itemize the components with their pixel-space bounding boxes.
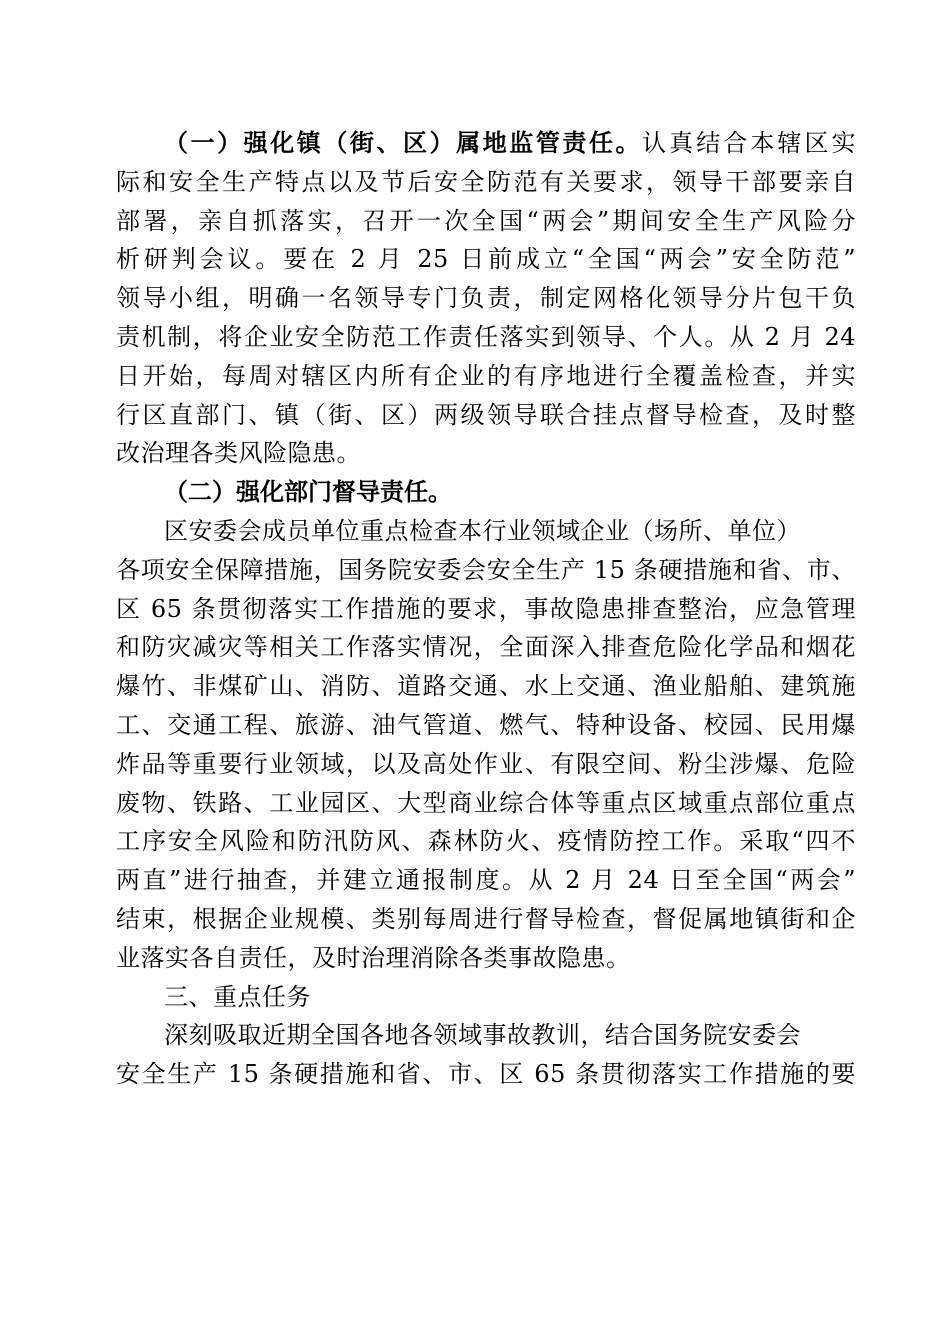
section1-heading: （一）强化镇（街、区）属地监管责任。 bbox=[164, 129, 643, 157]
section2-line-3: 和防灾减灾等相关工作落实情况，全面深入排查危险化学品和烟花 bbox=[116, 633, 856, 662]
document-page bbox=[116, 124, 856, 1094]
section2-line-2: 区 65 条贯彻落实工作措施的要求，事故隐患排查整治，应急管理 bbox=[116, 594, 856, 623]
section2-line-7: 废物、铁路、工业园区、大型商业综合体等重点区域重点部位重点 bbox=[116, 788, 856, 817]
section2-line-0: 区安委会成员单位重点检查本行业领域企业（场所、单位） bbox=[164, 516, 801, 545]
section1-line-8: 改治理各类风险隐患。 bbox=[116, 439, 361, 468]
section1-line-1: 际和安全生产特点以及节后安全防范有关要求，领导干部要亲自 bbox=[116, 167, 856, 196]
section1-line-7: 行区直部门、镇（街、区）两级领导联合挂点督导检查，及时整 bbox=[116, 400, 856, 429]
section2-line-1: 各项安全保障措施，国务院安委会安全生产 15 条硬措施和省、市、 bbox=[116, 555, 856, 584]
section2-line-6: 炸品等重要行业领域，以及高处作业、有限空间、粉尘涉爆、危险 bbox=[116, 749, 856, 778]
section2-line-5: 工、交通工程、旅游、油气管道、燃气、特种设备、校园、民用爆 bbox=[116, 710, 856, 739]
section2-heading: （二）强化部门督导责任。 bbox=[164, 478, 452, 507]
section1-line-3: 析研判会议。要在 2 月 25 日前成立“全国“两会”安全防范” bbox=[116, 245, 856, 274]
section2-line-10: 结束，根据企业规模、类别每周进行督导检查，督促属地镇街和企 bbox=[116, 904, 856, 933]
section2-line-4: 爆竹、非煤矿山、消防、道路交通、水上交通、渔业船舶、建筑施 bbox=[116, 672, 856, 701]
section3-line-1: 安全生产 15 条硬措施和省、市、区 65 条贯彻落实工作措施的要 bbox=[116, 1060, 856, 1089]
section1-first-line bbox=[116, 124, 856, 163]
section1-line-6: 日开始，每周对辖区内所有企业的有序地进行全覆盖检查，并实 bbox=[116, 361, 856, 390]
section1-line-4: 领导小组，明确一名领导专门负责，制定网格化领导分片包干负 bbox=[116, 284, 856, 313]
section3-line-0: 深刻吸取近期全国各地各领域事故教训，结合国务院安委会 bbox=[164, 1021, 801, 1050]
section2-line-9: 两直”进行抽查，并建立通报制度。从 2 月 24 日至全国“两会” bbox=[116, 866, 856, 895]
section1-line-0: 认真结合本辖区实 bbox=[642, 129, 856, 157]
section1-line-2: 部署，亲自抓落实，召开一次全国“两会”期间安全生产风险分 bbox=[116, 206, 856, 235]
section2-heading-line bbox=[116, 473, 856, 512]
section3-heading: 三、重点任务 bbox=[164, 982, 311, 1011]
section1-line-5: 责机制，将企业安全防范工作责任落实到领导、个人。从 2 月 24 bbox=[116, 322, 856, 351]
section2-line-11: 业落实各自责任，及时治理消除各类事故隐患。 bbox=[116, 943, 631, 972]
section2-line-8: 工序安全风险和防汛防风、森林防火、疫情防控工作。采取“四不 bbox=[116, 827, 856, 856]
